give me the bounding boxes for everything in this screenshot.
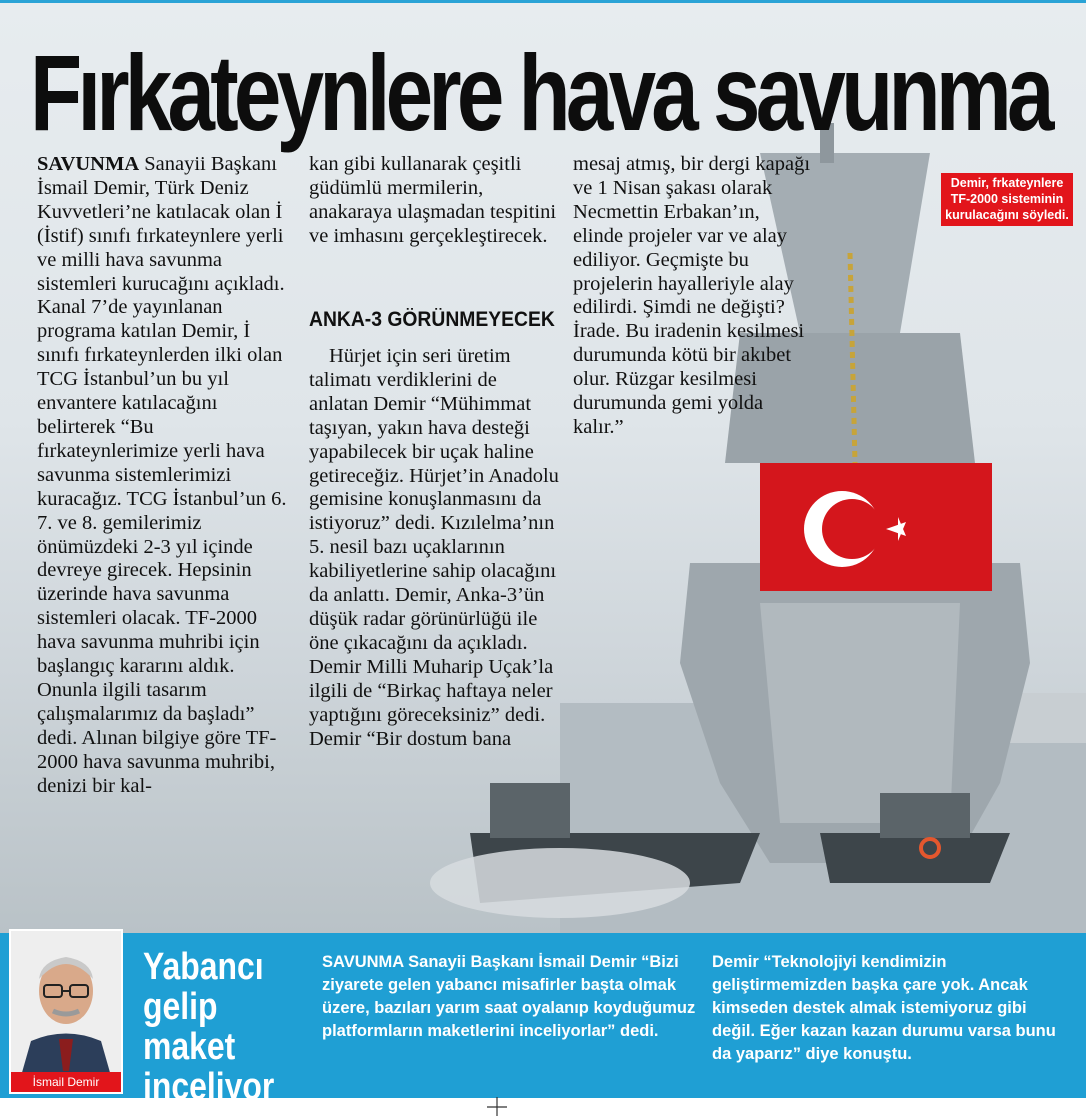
portrait-photo — [9, 929, 123, 1094]
turkish-flag-icon — [760, 463, 992, 591]
crosshair-mark-icon — [485, 1095, 509, 1116]
sidebar-column-1: SAVUNMA Sanayii Başkanı İsmail Demir “Bizi ziyarete gelen yabancı misafirler başta olmak üzere, bazıları yarım saat oyalanıp koyduğumuz platformların maketlerini inceliyorlar” dedi. — [322, 953, 696, 1040]
sidebar-column-2: Demir “Teknolojiyi kendimizin geliştirmemizden başka çare yok. Ancak kimseden destek almak istemiyoruz gibi değil. Eğer kazan kazan durumu varsa bunu da yaparız” diye konuştu. — [712, 953, 1056, 1063]
ship-bow — [760, 603, 960, 823]
person-avatar — [11, 931, 121, 1076]
water-spray — [430, 848, 690, 918]
article-lead-word: SAVUNMA — [37, 153, 140, 175]
sidebar-title: Yabancı gelip maket inceliyor — [143, 946, 275, 1108]
photo-caption: Demir, frkateynlere TF-2000 sisteminin kurulacağını söyledi. — [941, 173, 1073, 226]
article-column-3: mesaj atmış, bir dergi kapağı ve 1 Nisan şakası olarak Necmettin Erbakan’ın, elinde projeler var ve alay ediliyor. Geçmişte bu projelerin hayalleriyle alay edilirdi. Şimdi ne değişti? İrade. Bu iradenin kesilmesi durumunda kötü bir akıbet olur. Rüzgar kesilmesi durumunda gemi yolda kalır.” — [573, 153, 811, 438]
article-subheading: ANKA-3 GÖRÜNMEYECEK — [309, 308, 555, 331]
tugboat-left-cabin — [490, 783, 570, 838]
tugboat-right-cabin — [880, 793, 970, 838]
article-column-1-text: Sanayii Başkanı İsmail Demir, Türk Deniz Kuvvetleri’ne katılacak olan İ (İstif) sınıfı fırkateynlere yerli ve milli hava savunma sistemleri kurucağını açıkladı. Kanal 7’de yayınlanan programa katılan Demir, İ sınıfı fırkateynlerden ilki olan TCG İstanbul’un bu yıl envantere katılacağını belirterek “Bu fırkateynlerimize yerli hava savunma sistemlerimizi kuracağız. TCG İstanbul’un 6. 7. ve 8. gemilerimiz önümüzdeki 2-3 yıl içinde devreye girecek. Hepsinin üzerinde hava savunma sistemleri olacak. TF-2000 hava savunma muhribi için başlangıç kararını aldık. Onunla ilgili tasarım çalışmalarımız da başladı” dedi. Alınan bilgiye göre TF-2000 hava savunma muhribi, denizi bir kal- — [37, 153, 287, 797]
tugboat-right — [820, 833, 1010, 883]
portrait-label: İsmail Demir — [11, 1072, 121, 1092]
article-column-2-top: kan gibi kullanarak çeşitli güdümlü mermilerin, anakaraya ulaşmadan tespitini ve imhasını gerçekleştirecek. — [309, 153, 557, 247]
headline: Fırkateynlere hava savunma — [30, 32, 1050, 153]
article-column-2-bottom: Hürjet için seri üretim talimatı verdiklerini de anlatan Demir “Mühimmat taşıyan, yakın hava desteği yapabilecek bir uçak haline getireceğiz. Hürjet’in Anadolu gemisine konuşlanmasını da istiyoruz” dedi. Kızılelma’nın 5. nesil bazı uçaklarının kabiliyetlerine sahip olacağını da anlattı. Demir, Anka-3’ün düşük radar görünürlüğü ile öne çıkacağını da açıkladı. Demir Milli Muharip Uçak’la ilgili de “Birkaç haftaya neler yaptığını göreceksiniz” dedi. Demir “Bir dostum bana — [309, 345, 559, 750]
article-column-1 — [37, 153, 289, 798]
